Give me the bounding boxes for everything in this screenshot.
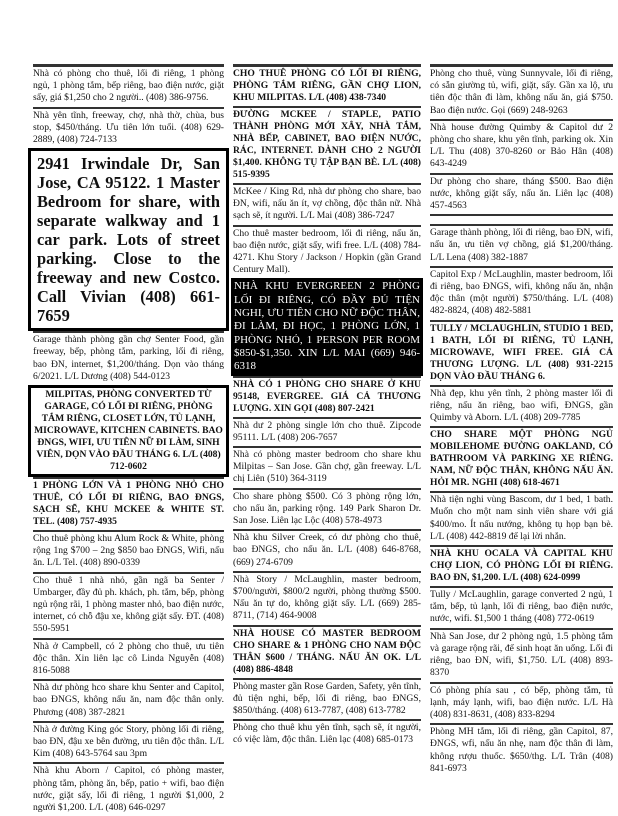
classified-ad: McKee / King Rd, nhà dư phòng cho share, bao ĐN, wifi, nấu ăn ít, vợ chồng, độc thân nữ. Nhà sạch sẽ, ít người. L/L Mai (408) 386-7247 <box>233 183 421 225</box>
classifieds-column-2 <box>233 64 421 749</box>
classified-ad: Tully / McLaughlin, garage converted 2 ngủ, 1 tắm, bếp, tủ lạnh, lối đi riêng, bao điện nước, nước, wifi. $1,500 1 tháng (408) 772-0619 <box>430 586 613 628</box>
classified-ad: Nhà đẹp, khu yên tĩnh, 2 phòng master lối đi riêng, nấu ăn riêng, bao wifi, ĐNGS, gần Quimby và Aborn. L/L (408) 209-7785 <box>430 385 613 427</box>
classified-ad: Cho thuê phòng khu Alum Rock & White, phòng rộng 1ng $700 – 2ng $850 bao ĐNGS, Wifi, nấu ăn. L/L Tel. (408) 890-0339 <box>33 530 224 572</box>
classified-ad: Dư phòng cho share, tháng $500. Bao điện nước, không giặt sấy, nấu ăn. Liên lạc (408) 457-4563 <box>430 173 613 215</box>
classified-ad: MILPITAS, PHÒNG CONVERTED TỪ GARAGE, CÓ LỐI ĐI RIÊNG, PHÒNG TẮM RIÊNG, CLOSET LỚN, TỦ LẠNH, MICROWAVE, KITCHEN CABINETS. BAO ĐNGS, WIFI, ƯU TIÊN NỮ ĐI LÀM, SINH VIÊN, DỌN VÀO ĐẦU THÁNG 6. L/L (408) 712-0602 <box>28 385 229 477</box>
classified-ad: Capitol Exp / McLaughlin, master bedroom, lối đi riêng, bao ĐNGS, wifi, không nấu ăn, nhận độc thân (một người) $750/tháng. L/L (408) 482-8824, (408) 482-5881 <box>430 266 613 320</box>
classified-ad: Cho thuê 1 nhà nhỏ, gần ngã ba Senter / Umbarger, đầy đủ ph. khách, ph. tắm, bếp, phòng ngủ rộng rãi, 1 phòng master nhỏ, bao điện nước, internet, có chỗ đậu xe, không giặt sấy. ĐT. (408) 550-5951 <box>33 572 224 638</box>
classified-ad: Phòng master gần Rose Garden, Safety, yên tĩnh, đủ tiện nghi, bếp, lối đi riêng, bao ĐNGS, $850/tháng. (408) 613-7787, (408) 613-7782 <box>233 678 421 720</box>
classifieds-column-3 <box>430 64 613 777</box>
classified-ad: Nhà ở đường King góc Story, phòng lối đi riêng, bao ĐN, đậu xe bên đường, ưu tiên độc thân. L/L Kim (408) 643-5764 sau 3pm <box>33 721 224 763</box>
column-divider <box>430 214 613 224</box>
classified-ad: NHÀ HOUSE CÓ MASTER BEDROOM CHO SHARE & 1 PHÒNG CHO NAM ĐỘC THÂN $600 / THÁNG. NẤU ĂN OK. L/L (408) 886-4848 <box>233 625 421 678</box>
classified-ad: Nhà khu Silver Creek, có dư phòng cho thuê, bao ĐNGS, cho nấu ăn. L/L (408) 646-8768, (669) 274-6709 <box>233 529 421 571</box>
classified-ad: ĐƯỜNG MCKEE / STAPLE, PATIO THÀNH PHÒNG MỚI XÂY, NHÀ TẮM, NHÀ BẾP, CABINET, BAO ĐIỆN NƯỚC, RÁC, INTERNET. DÀNH CHO 2 NGƯỜI $1,400. KHÔNG TỤ TẬP BẠN BÈ. L/L (408) 515-9395 <box>233 106 421 183</box>
classified-ad: CHO SHARE MỘT PHÒNG NGỦ MOBILEHOME ĐƯỜNG OAKLAND, CÓ BATHROOM VÀ PARKING XE RIÊNG. NAM, NỮ ĐỘC THÂN, KHÔNG NẤU ĂN. HỎI MR. NGHI (408) 618-4671 <box>430 426 613 491</box>
classified-ad: Phòng MH tắm, lối đi riêng, gần Capitol, 87, ĐNGS, wfi, nấu ăn nhẹ, nam độc thân đi làm, không rượu thuốc. $650/thg. L/L Trân (408) 841-6973 <box>430 723 613 777</box>
classified-ad: Garage thành phòng gần chợ Senter Food, gần freeway, bếp, phòng tắm, parking, lối đi riêng, bao ĐN, internet, $1,200/tháng. Dọn vào tháng 6/2021. L/L Dương (408) 544-0123 <box>33 331 224 385</box>
classified-ad: Cho thuê master bedroom, lối đi riêng, nấu ăn, bao điện nước, giặt sấy, wifi free. L/L (408) 784-4271. Khu Story / Jackson / Hopkin (gần Grand Century Mall). <box>233 225 421 279</box>
classified-ad: Nhà dư phòng hco share khu Senter and Capitol, bao ĐNGS, không nấu ăn, nam độc thân only. Phương (408) 387-2821 <box>33 679 224 721</box>
classified-ad: Nhà yên tĩnh, freeway, chợ, nhà thờ, chùa, bus stop, $450/tháng. Ưu tiên lớn tuổi. (408) 629-2889, (408) 724-7133 <box>33 107 224 149</box>
classified-ad: Nhà dư 2 phòng single lớn cho thuê. Zipcode 95111. L/L (408) 206-7657 <box>233 417 421 446</box>
classified-ad: Nhà San Jose, dư 2 phòng ngủ, 1.5 phòng tắm và garage rộng rãi, để sinh hoạt ăn uống. Lối đi riêng, bao ĐN, wifi, $1,750. L/L (408) 893-8370 <box>430 628 613 682</box>
classified-ad: 2941 Irwindale Dr, San Jose, CA 95122. 1 Master Bedroom for share, with separate walkway and 1 car park. Lots of street parking. Close to the freeway and new Costco. Call Vivian (408) 661-7659 <box>28 148 229 331</box>
classified-ad: Nhà ở Campbell, có 2 phòng cho thuê, ưu tiên độc thân. Xin liên lạc cô Linda Nguyễn (408) 816-5088 <box>33 638 224 680</box>
classified-ad: Nhà có phòng cho thuê, lối đi riêng, 1 phòng ngủ, 1 phòng tắm, bếp riêng, bao điện nước, giặt sấy, giá $1,250 cho 2 người.. (408) 386-9756. <box>33 64 224 107</box>
classified-ad: Nhà house đường Quimby & Capitol dư 2 phòng cho share, khu yên tĩnh, parking ok. Xin L/L Thu (408) 370-8260 or Bảo Hân (408) 643-4249 <box>430 119 613 173</box>
classified-ad: Cho share phòng $500. Có 3 phòng rộng lớn, cho nấu ăn, parking rộng. 149 Park Sharon Dr. San Jose. Liên lạc Lộc (408) 578-4973 <box>233 488 421 530</box>
classified-ad: TULLY / MCLAUGHLIN, STUDIO 1 BED, 1 BATH, LỐI ĐI RIÊNG, TỦ LẠNH, MICROWAVE, WIFI FREE. GIÁ CẢ THƯƠNG LƯỢNG. L/L (408) 931-2215 DỌN VÀO ĐẦU THÁNG 6. <box>430 320 613 385</box>
classified-ad: NHÀ KHU EVERGREEN 2 PHÒNG LỐI ĐI RIÊNG, CÓ ĐẦY ĐỦ TIỆN NGHI, ƯU TIÊN CHO NỮ ĐỘC THÂN, ĐI LÀM, ĐI HỌC, 1 PHÒNG LỚN, 1 PHÒNG NHỎ, 1 PERSON PER ROOM $850-$1,350. XIN L/L MAI (669) 946-6318 <box>231 278 423 375</box>
classified-ad: CHO THUÊ PHÒNG CÓ LỐI ĐI RIÊNG, PHÒNG TẮM RIÊNG, GẦN CHỢ LION, KHU MILPITAS. L/L (408) 438-7340 <box>233 64 421 106</box>
classified-ad: Có phòng phía sau , có bếp, phòng tắm, tủ lạnh, máy lạnh, wifi, bao điện nước. L/L Hà (408) 831-8631, (408) 833-8294 <box>430 682 613 724</box>
classified-ad: Nhà khu Aborn / Capitol, có phòng master, phòng tắm, phòng ăn, bếp, patio + wifi, bao điện nước, giặt sấy, lối đi riêng, 1 người $1,000, 2 người $1,200. L/L (408) 646-0297 <box>33 762 224 816</box>
classified-ad: 1 PHÒNG LỚN VÀ 1 PHÒNG NHỎ CHO THUÊ, CÓ LỐI ĐI RIÊNG, BAO ĐNGS, SẠCH SẼ, KHU MCKEE & WHITE ST. TEL. (408) 757-4935 <box>33 477 224 530</box>
classifieds-column-1 <box>33 64 224 816</box>
classified-ad: Nhà tiện nghi vùng Bascom, dư 1 bed, 1 bath. Muốn cho một nam sinh viên share với giá $400/mo. Ít nấu nướng, không tụ họp bạn bè. L/L (408) 442-8819 để lại lời nhắn. <box>430 491 613 545</box>
classified-ad: NHÀ CÓ 1 PHÒNG CHO SHARE Ở KHU 95148, EVERGREE. GIÁ CẢ THƯƠNG LƯỢNG. XIN GỌI (408) 807-2421 <box>233 376 421 417</box>
classified-ad: Phòng cho thuê khu yên tĩnh, sạch sẽ, ít người, có việc làm, độc thân. Liên lạc (408) 685-0173 <box>233 719 421 748</box>
classified-ad: Phòng cho thuê, vùng Sunnyvale, lối đi riêng, có sẵn giường tủ, wifi, giặt, sấy. Gần xa lộ, ưu tiên độc thân đi làm, không nấu ăn, giá $750. Bao điện nước. Gọi (669) 248-9263 <box>430 64 613 119</box>
classified-ad: Nhà có phòng master bedroom cho share khu Milpitas – San Jose. Gần chợ, gần freeway. L/L chị Liên (510) 364-3119 <box>233 446 421 488</box>
classified-ad: NHÀ KHU OCALA VÀ CAPITAL KHU CHỢ LION, CÓ PHÒNG LỐI ĐI RIÊNG. BAO ĐN, $1,200. L/L (408) 624-0999 <box>430 545 613 586</box>
classified-ad: Garage thành phòng, lối đi riêng, bao ĐN, wifi, nấu ăn, ưu tiên vợ chồng, giá $1,200/tháng. L/L Lena (408) 382-1887 <box>430 224 613 266</box>
classified-ad: Nhà Story / McLaughlin, master bedroom, $700/người, $800/2 người, phòng thường $500. Nấu ăn tự do, không giặt sấy. L/L (669) 285-8711, (714) 464-9008 <box>233 571 421 625</box>
